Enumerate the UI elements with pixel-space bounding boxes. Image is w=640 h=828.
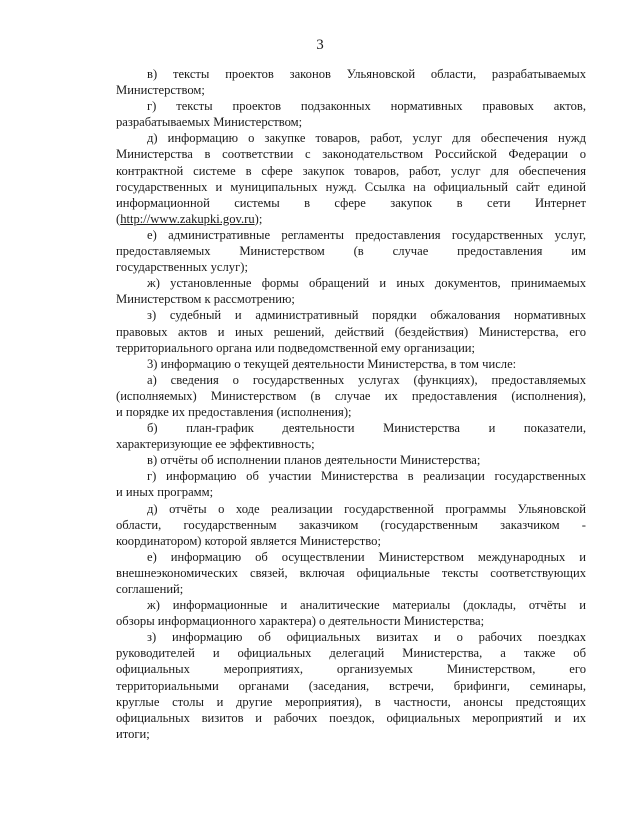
paragraph (116, 501, 586, 549)
paragraph-line: информационной системы в сфере закупок в сети Интернет (116, 195, 586, 210)
paragraph (116, 307, 586, 355)
link-line (116, 211, 586, 227)
document-body (116, 66, 586, 742)
paragraph (116, 227, 586, 275)
paragraph-line: государственных услуг); (116, 260, 248, 275)
paragraph (116, 98, 586, 130)
paragraph-line: и порядке их предоставления (исполнения); (116, 404, 352, 419)
paragraph-line: разрабатываемых Министерством; (116, 115, 303, 130)
paragraph-line: соглашений; (116, 582, 184, 596)
paragraph (116, 275, 586, 307)
paragraph-line: (исполняемых) Министерством (в случае их предоставления (исполнения), (116, 388, 586, 403)
paragraph-line: обзоры информационного характера) о деятельности Министерства; (116, 614, 485, 629)
page-number: 3 (316, 37, 324, 53)
paragraph (116, 420, 586, 452)
paragraph (116, 66, 586, 98)
paragraph-line: предоставляемых Министерством (в случае предоставления им (116, 244, 586, 259)
paragraph-line: д) информацию о закупке товаров, работ, услуг для обеспечения нужд (147, 131, 586, 146)
paragraph-line: правовых актов и иных решений, действий (бездействия) Министерства, его (116, 324, 586, 339)
paragraph-line: ж) установленные формы обращений и иных документов, принимаемых (147, 276, 586, 291)
paragraph-line: з) информацию об официальных визитах и о рабочих поездках (147, 630, 586, 645)
paragraph (116, 356, 586, 372)
paragraph (116, 597, 586, 629)
paragraph-line: г) информацию об участии Министерства в реализации государственных (147, 469, 586, 484)
paragraph-line: круглые столы и другие мероприятия), в частности, анонсы предстоящих (116, 694, 586, 709)
paragraph-line: е) информацию об осуществлении Министерством международных и (147, 549, 586, 564)
paragraph-line: государственных и муниципальных нужд. Ссылка на официальный сайт единой (116, 179, 586, 194)
paragraph-line: характеризующие ее эффективность; (116, 437, 315, 452)
paragraph-line: руководителей и официальных делегаций Министерства, а также об (116, 646, 586, 661)
paragraph-line: б) план-график деятельности Министерства и показатели, (147, 421, 586, 436)
paragraph-line: в) отчёты об исполнении планов деятельности Министерства; (147, 453, 481, 468)
paragraph-line: территориальными органами (заседания, встречи, брифинги, семинары, (116, 678, 586, 693)
paragraph-line: а) сведения о государственных услугах (функциях), предоставляемых (147, 372, 586, 387)
paragraph-line: координатором) которой является Министерство; (116, 533, 381, 548)
paragraph-line: ж) информационные и аналитические материалы (доклады, отчёты и (147, 598, 586, 613)
paragraph-line: д) отчёты о ходе реализации государственной программы Ульяновской (147, 501, 586, 516)
paragraph-line: в) тексты проектов законов Ульяновской области, разрабатываемых (147, 67, 586, 81)
paragraph-line: е) административные регламенты предоставления государственных услуг, (147, 227, 586, 242)
paragraph-line: г) тексты проектов подзаконных нормативных правовых актов, (147, 99, 586, 114)
zakupki-link[interactable]: http://www.zakupki.gov.ru (120, 211, 255, 226)
paragraph-line: территориального органа или подведомственной ему организации; (116, 340, 476, 355)
paragraph (116, 629, 586, 742)
paragraph (116, 372, 586, 420)
paragraph (116, 549, 586, 597)
paragraph-line: внешнеэкономических связей, включая официальные тексты соответствующих (116, 565, 586, 580)
link-prefix: ( (116, 211, 121, 226)
paragraph (116, 130, 586, 227)
paragraph-line: и иных программ; (116, 485, 214, 500)
paragraph-line: официальных мероприятиях, организуемых Министерством, его (116, 662, 586, 677)
paragraph-line: контрактной системе в сфере закупок товаров, работ, услуг для обеспечения (116, 163, 586, 178)
paragraph-line: Министерством; (116, 83, 205, 98)
paragraph-line: области, государственным заказчиком (государственным заказчиком - (116, 517, 586, 532)
link-suffix: ); (254, 211, 263, 226)
paragraph-line: итоги; (116, 726, 150, 741)
paragraph-line: официальных визитов и рабочих поездок, официальных мероприятий и их (116, 710, 586, 725)
paragraph (116, 468, 586, 500)
paragraph-line: 3) информацию о текущей деятельности Министерства, в том числе: (147, 356, 517, 371)
paragraph-line: з) судебный и административный порядки обжалования нормативных (147, 308, 586, 323)
paragraph-line: Министерства в соответствии с законодательством Российской Федерации о (116, 147, 586, 162)
paragraph-line: Министерством к рассмотрению; (116, 292, 295, 307)
paragraph (116, 452, 586, 468)
